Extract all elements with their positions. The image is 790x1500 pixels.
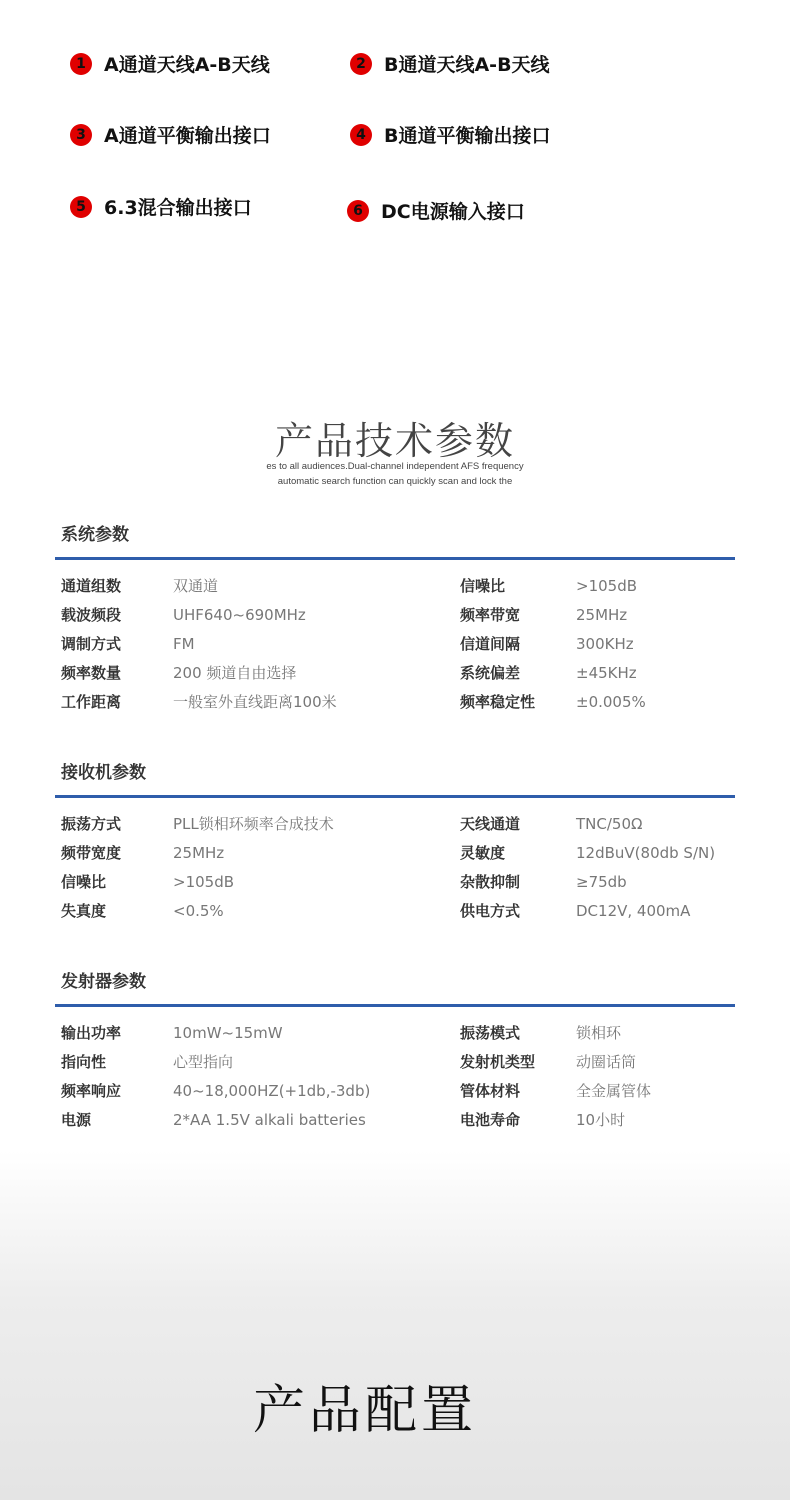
param-value: FM <box>173 635 195 653</box>
port-5 <box>70 193 252 220</box>
param-value: 200 频道自由选择 <box>173 664 297 682</box>
param-value: 12dBuV(80db S/N) <box>576 844 716 862</box>
param-table <box>55 1019 735 1135</box>
param-key: 管体材料 <box>460 1082 521 1100</box>
table-row <box>55 1077 735 1106</box>
param-value: 300KHz <box>576 635 634 653</box>
table-row <box>55 659 735 688</box>
table-row <box>55 572 735 601</box>
param-value: >105dB <box>576 577 638 595</box>
table-row <box>55 1019 735 1048</box>
section-heading: 发射器参数 <box>61 972 146 992</box>
table-row <box>55 688 735 717</box>
page-title: 产品技术参数 <box>274 419 515 463</box>
param-key: 供电方式 <box>460 902 521 920</box>
param-key: 频率带宽 <box>460 606 521 624</box>
param-key: 电源 <box>61 1111 92 1129</box>
section-system-params <box>55 522 735 717</box>
param-key: 频率响应 <box>61 1082 122 1100</box>
config-title: 产品配置 <box>252 1381 477 1441</box>
param-key: 电池寿命 <box>460 1111 521 1129</box>
param-key: 系统偏差 <box>460 664 521 682</box>
param-value: 心型指向 <box>173 1053 234 1071</box>
param-key: 工作距离 <box>61 693 122 711</box>
param-value: ±0.005% <box>576 693 646 711</box>
param-key: 输出功率 <box>61 1024 122 1042</box>
port-4 <box>350 121 550 148</box>
param-key: 失真度 <box>61 902 107 920</box>
port-3 <box>70 121 271 148</box>
param-key: 振荡方式 <box>61 815 122 833</box>
section-heading: 接收机参数 <box>61 763 146 783</box>
param-key: 指向性 <box>61 1053 107 1071</box>
section-transmitter-params <box>55 969 735 1135</box>
param-key: 载波频段 <box>61 606 122 624</box>
param-value: DC12V, 400mA <box>576 902 691 920</box>
param-value: 25MHz <box>576 606 628 624</box>
port-number-badge: 1 <box>70 53 92 75</box>
param-key: 信噪比 <box>460 577 506 595</box>
param-value: 锁相环 <box>576 1024 622 1042</box>
param-value: 一般室外直线距离100米 <box>173 693 337 711</box>
param-value: 10mW~15mW <box>173 1024 283 1042</box>
port-number-badge: 6 <box>347 200 369 222</box>
table-row <box>55 1106 735 1135</box>
param-value: 10小时 <box>576 1111 626 1129</box>
table-row <box>55 1048 735 1077</box>
port-label: A通道平衡输出接口 <box>104 125 271 147</box>
param-value: 2*AA 1.5V alkali batteries <box>173 1111 366 1129</box>
port-2 <box>350 50 550 77</box>
port-number-badge: 5 <box>70 196 92 218</box>
table-row <box>55 601 735 630</box>
port-number-badge: 3 <box>70 124 92 146</box>
table-row <box>55 810 735 839</box>
port-number-badge: 4 <box>350 124 372 146</box>
param-value: ≥75db <box>576 873 627 891</box>
param-key: 信道间隔 <box>460 635 521 653</box>
param-value: <0.5% <box>173 902 224 920</box>
port-1 <box>70 50 270 77</box>
section-receiver-params <box>55 760 735 926</box>
param-key: 灵敏度 <box>460 844 506 862</box>
param-key: 杂散抑制 <box>460 873 521 891</box>
section-heading: 系统参数 <box>61 525 129 545</box>
param-value: 动圈话筒 <box>576 1053 637 1071</box>
param-key: 振荡模式 <box>460 1024 521 1042</box>
port-label: B通道天线A-B天线 <box>384 54 550 76</box>
param-value: 40~18,000HZ(+1db,-3db) <box>173 1082 371 1100</box>
section-divider <box>55 557 735 560</box>
param-value: UHF640~690MHz <box>173 606 306 624</box>
param-key: 调制方式 <box>61 635 122 653</box>
param-table <box>55 572 735 717</box>
port-number-badge: 2 <box>350 53 372 75</box>
section-divider <box>55 795 735 798</box>
port-label: DC电源输入接口 <box>381 201 525 223</box>
param-key: 频带宽度 <box>61 844 122 862</box>
param-value: TNC/50Ω <box>576 815 643 833</box>
table-row <box>55 839 735 868</box>
section-divider <box>55 1004 735 1007</box>
param-key: 发射机类型 <box>460 1053 536 1071</box>
param-value: ±45KHz <box>576 664 637 682</box>
param-table <box>55 810 735 926</box>
port-6 <box>347 197 525 224</box>
table-row <box>55 868 735 897</box>
port-label: B通道平衡输出接口 <box>384 125 551 147</box>
param-key: 通道组数 <box>61 577 122 595</box>
param-value: >105dB <box>173 873 235 891</box>
param-key: 信噪比 <box>61 873 107 891</box>
port-label: A通道天线A-B天线 <box>104 54 270 76</box>
param-key: 频率稳定性 <box>460 693 536 711</box>
param-value: 全金属管体 <box>576 1082 652 1100</box>
param-value: 双通道 <box>173 577 219 595</box>
param-value: 25MHz <box>173 844 225 862</box>
port-label: 6.3混合输出接口 <box>104 197 252 219</box>
param-key: 频率数量 <box>61 664 122 682</box>
table-row <box>55 630 735 659</box>
param-key: 天线通道 <box>460 815 521 833</box>
subtitle-line-1: es to all audiences.Dual-channel independent AFS frequency <box>266 461 524 472</box>
subtitle-line-2: automatic search function can quickly scan and lock the <box>277 476 513 487</box>
table-row <box>55 897 735 926</box>
param-value: PLL锁相环频率合成技术 <box>173 815 334 833</box>
